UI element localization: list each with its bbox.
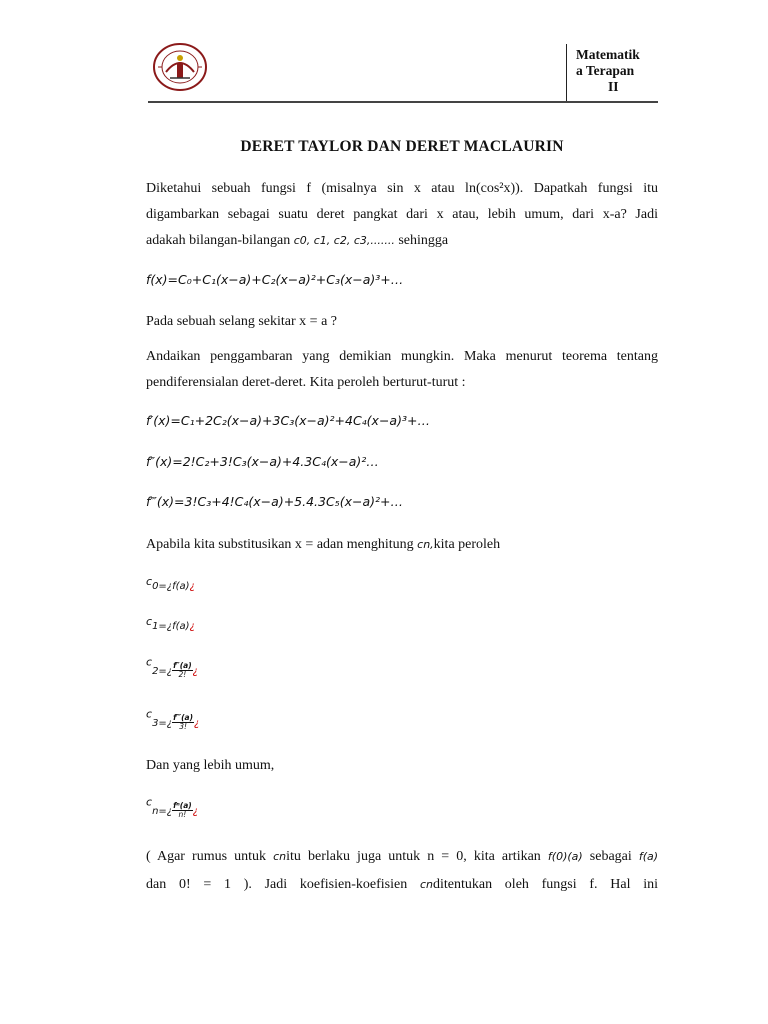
coef2-fraction — [172, 662, 193, 679]
coefn-symbol: c — [146, 795, 153, 809]
course-title-line2: a Terapan — [576, 63, 635, 78]
closing-paragraph — [146, 843, 658, 899]
coef1-symbol: c — [146, 615, 153, 628]
page-title: DERET TAYLOR DAN DERET MACLAURIN — [240, 138, 564, 155]
coefn-artifact: ¿ — [192, 805, 199, 817]
equation-first-derivative: f′(x)=C₁+2C₂(x−a)+3C₃(x−a)²+4C₄(x−a)³+… — [146, 413, 430, 428]
assume-line1: Andaikan penggambaran yang demikian mungkin. Maka menurut teorema tentang — [146, 349, 658, 364]
intro-line1: Diketahui sebuah fungsi f (misalnya sin x atau ln(cos²x)). Dapatkah fungsi itu — [146, 181, 658, 196]
course-title-line1: Matematik — [576, 47, 640, 62]
intro-line3-end: sehingga — [398, 233, 449, 248]
intro-paragraph — [146, 176, 658, 254]
closing-line2-b: ditentukan oleh fungsi f. Hal ini — [432, 877, 658, 892]
equation-second-derivative: f″(x)=2!C₂+3!C₃(x−a)+4.3C₄(x−a)²… — [146, 454, 379, 469]
university-logo — [152, 42, 208, 92]
header-divider-horizontal — [148, 101, 658, 103]
coef0-index: 0=¿ — [152, 581, 173, 592]
coefficient-cn — [146, 794, 199, 819]
equation-series: f(x)=C₀+C₁(x−a)+C₂(x−a)²+C₃(x−a)³+… — [146, 272, 404, 287]
equation-third-derivative: f‴(x)=3!C₃+4!C₄(x−a)+5.4.3C₅(x−a)²+… — [146, 494, 403, 509]
coef3-index: 3=¿ — [152, 717, 173, 729]
closing-line1-a: ( Agar rumus untuk — [146, 849, 267, 864]
closing-line1-c: sebagai — [589, 849, 632, 864]
coefficient-c1 — [146, 615, 195, 632]
coef3-fraction — [172, 714, 194, 731]
coefficient-c2 — [146, 654, 198, 679]
coef3-artifact: ¿ — [194, 717, 200, 729]
coefn-fraction — [172, 802, 193, 819]
coefn-denominator: n! — [178, 810, 187, 819]
subst-end: kita peroleh — [433, 537, 501, 552]
coefn-index: n=¿ — [152, 805, 173, 817]
coef2-numerator: f″(a) — [173, 661, 192, 670]
closing-line1-cn: cn — [273, 850, 287, 863]
coef3-symbol: c — [146, 707, 153, 721]
coef3-denominator: 3! — [179, 722, 187, 731]
question-text: Pada sebuah selang sekitar x = a ? — [146, 314, 337, 329]
closing-line1-f0: f(0)(a) — [547, 850, 583, 863]
subst-start: Apabila kita substitusikan x = adan menghitung — [146, 537, 414, 552]
closing-line1-fa: f(a) — [638, 850, 659, 863]
coefn-numerator: fⁿ(a) — [173, 801, 192, 810]
coef1-index: 1=¿ — [152, 621, 173, 632]
coefficient-c3 — [146, 706, 200, 731]
coef0-artifact: ¿ — [189, 581, 195, 592]
coef3-numerator: f‴(a) — [173, 713, 194, 722]
coef2-denominator: 2! — [178, 670, 187, 679]
intro-line3-start: adakah bilangan-bilangan — [146, 233, 291, 248]
general-text: Dan yang lebih umum, — [146, 758, 275, 773]
course-title — [570, 47, 656, 95]
assume-line2: pendiferensialan deret-deret. Kita peroleh berturut-turut : — [146, 375, 466, 390]
intro-line3 — [146, 228, 658, 254]
closing-line2-a: dan 0! = 1 ). Jadi koefisien-koefisien — [146, 877, 408, 892]
course-title-line3: II — [608, 79, 619, 94]
coefficient-c0 — [146, 575, 195, 592]
intro-coefficients: c0, c1, c2, c3,....... — [293, 234, 395, 247]
coef0-symbol: c — [146, 575, 153, 588]
closing-line1 — [146, 843, 658, 871]
assumption-paragraph — [146, 344, 658, 396]
subst-coef: cn, — [417, 538, 434, 551]
closing-line2-cn: cn — [419, 878, 433, 891]
substitution-text — [146, 532, 658, 558]
closing-line1-b: itu berlaku juga untuk n = 0, kita artikan — [286, 849, 541, 864]
intro-line2: digambarkan sebagai suatu deret pangkat dari x atau, lebih umum, dari x-a? Jadi — [146, 207, 658, 222]
coef1-artifact: ¿ — [189, 621, 195, 632]
coef2-symbol: c — [146, 655, 153, 669]
coef2-artifact: ¿ — [192, 665, 198, 677]
coef0-value: f(a) — [172, 581, 190, 592]
coef2-index: 2=¿ — [152, 665, 173, 677]
header-divider-vertical — [566, 44, 567, 102]
coef1-value: f(a) — [172, 621, 190, 632]
closing-line2 — [146, 871, 658, 899]
